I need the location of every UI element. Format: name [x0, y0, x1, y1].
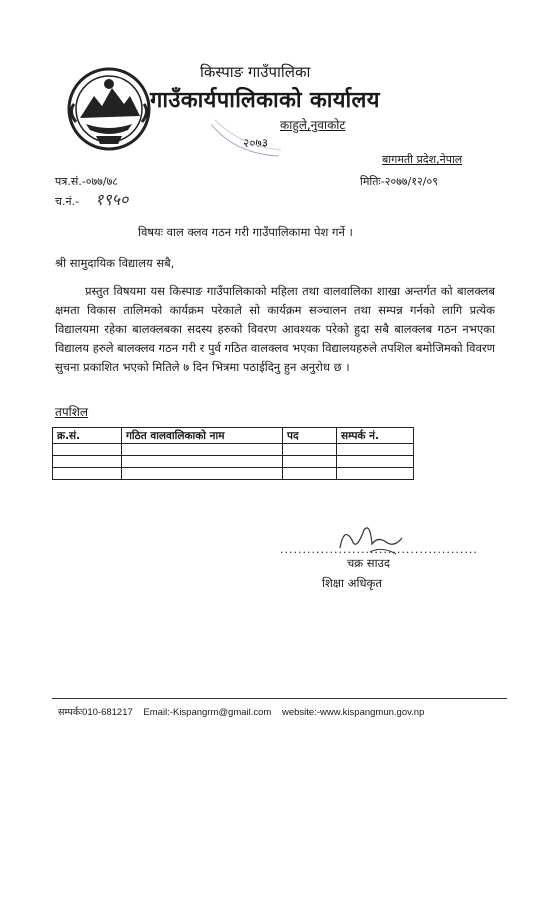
- footer-phone: सम्पर्कः010-681217: [58, 707, 133, 718]
- ref-label: पत्र.सं.-: [55, 175, 86, 188]
- footer-contact: [58, 705, 432, 718]
- table-row: [53, 456, 414, 468]
- province-label: बागमती प्रदेश,नेपाल: [382, 153, 463, 166]
- table-row: [53, 444, 414, 456]
- footer-divider: [52, 698, 507, 699]
- table-row: [53, 468, 414, 480]
- letter-subject: विषयः वाल क्लव गठन गरी गाउँपालिकामा पेश गर्ने ।: [138, 225, 353, 239]
- dispatch-label: च.नं.-: [55, 195, 80, 208]
- faint-stamp-mark: [205, 114, 285, 164]
- municipality-name: किस्पाङ गाउँपालिका: [200, 63, 311, 81]
- date-value: २०७७/१२/०९: [384, 175, 438, 188]
- signature-line: ............................................: [280, 543, 478, 556]
- signatory-name: चक्र साउद: [347, 556, 390, 570]
- office-location: काहुले,नुवाकोट: [280, 118, 346, 132]
- letter-date: [360, 174, 438, 189]
- col-name: गठित वालवालिकाको नाम: [122, 428, 283, 444]
- footer-website: website:-www.kispangmun.gov.np: [281, 707, 425, 718]
- nepal-emblem-logo: [66, 66, 152, 152]
- letter-body: [55, 282, 495, 377]
- established-year: २०७३: [243, 136, 268, 150]
- office-name: गाउँकार्यपालिकाको कार्यालय: [150, 88, 380, 113]
- col-position: पद: [283, 428, 337, 444]
- reference-number: [55, 174, 118, 189]
- ref-value: ०७७/७८: [85, 175, 119, 188]
- letter-recipient: श्री सामुदायिक विद्यालय सबै,: [55, 256, 175, 270]
- details-table: [52, 427, 414, 480]
- col-serial: क्र.सं.: [53, 428, 122, 444]
- table-header-row: [53, 428, 414, 444]
- signatory-designation: शिक्षा अधिकृत: [322, 576, 382, 590]
- details-heading: तपशिल: [55, 405, 89, 419]
- dispatch-number-handwritten: १९५०: [95, 190, 129, 209]
- footer-email: Email:-Kispangrm@gmail.com: [143, 707, 272, 718]
- date-label: मितिः-: [360, 175, 385, 188]
- col-contact: सम्पर्क नं.: [337, 428, 414, 444]
- letter-body-text: प्रस्तुत विषयमा यस किस्पाङ गाउँपालिकाको महिला तथा वालवालिका शाखा अन्तर्गत को बालक्लब क्षमता विकास तालिमको कार्यक्रम परेकाले सो कार्यक्रम सञ्चालन तथा सम्पन्न गर्नको लागि प्रत्येक विद्यालयमा रहेका बालक्लबका सदस्य हरुको विवरण आवश्यक परेको हुदा सबै बालक्लब गठन नभएका विद्यालय हरुले बालक्लव गठन गरी र पुर्व गठित वालक्लव भएका विद्यालयहरुले तपशिल बमोजिमको विवरण सुचना प्रकाशित भएको मितिले ७ दिन भित्रमा पठाईदिनु हुन अनुरोध छ ।: [55, 284, 495, 374]
